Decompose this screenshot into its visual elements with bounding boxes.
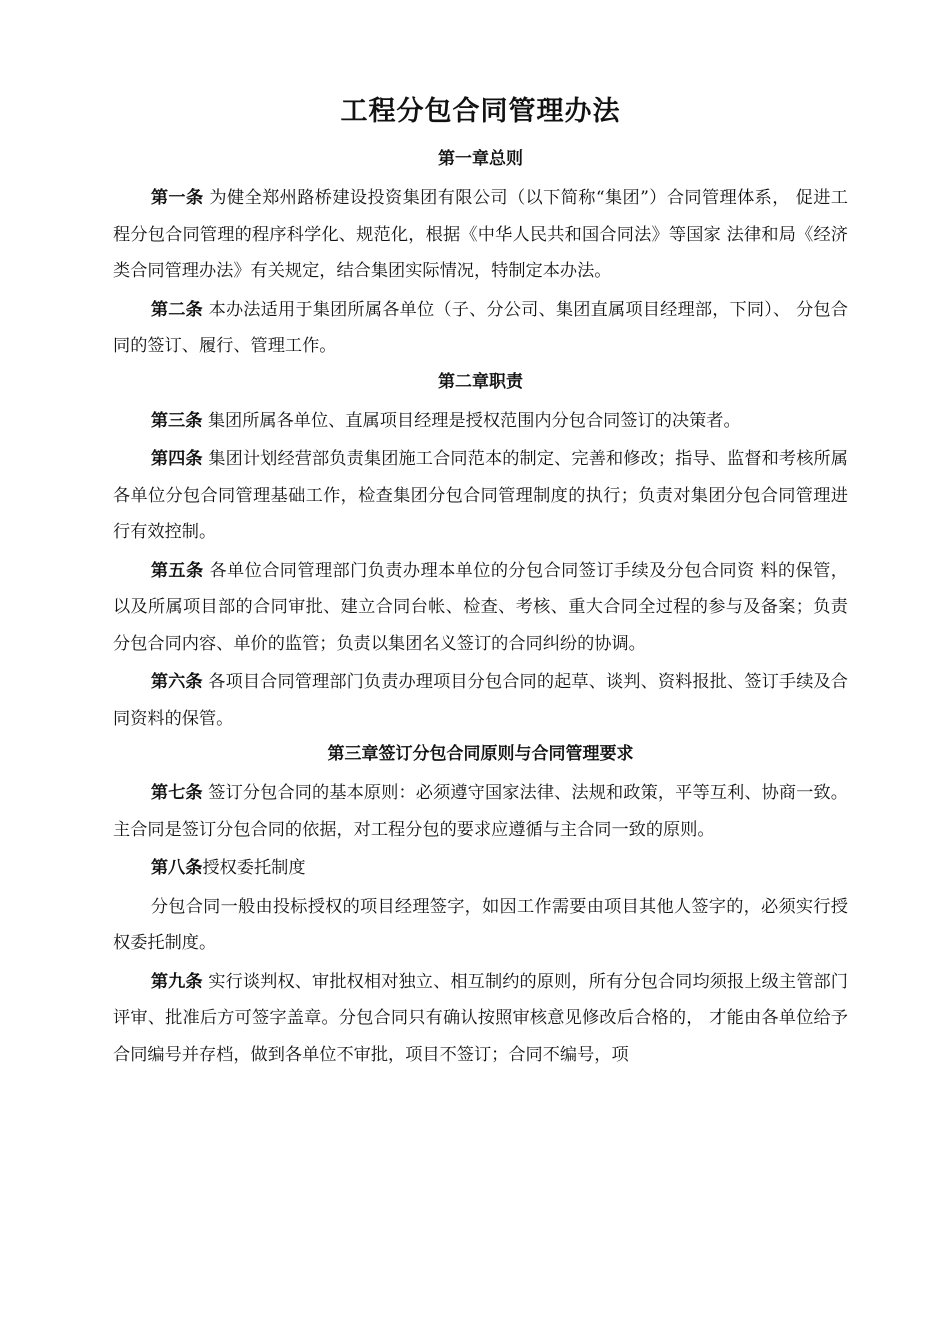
article-label: 第八条 (150, 858, 203, 878)
article-text: 授权委托制度 (202, 858, 306, 878)
article-label: 第五条 (150, 560, 204, 581)
chapter-heading-2: 第二章职责 (438, 371, 523, 392)
article-label: 第二条 (150, 299, 203, 320)
article-text: 集团计划经营部负责集团施工合同范本的制定、完善和修改；指导、监督和考核所属各单位分包合同管理基础工作，检查集团分包合同管理制度的执行；负责对集团分包合同管理进行有效控制。 (113, 449, 848, 542)
article-label: 第六条 (150, 672, 203, 692)
article-label: 第一条 (150, 188, 204, 208)
article-7 (113, 775, 848, 848)
document-title: 工程分包合同管理办法 (340, 96, 621, 127)
article-2 (113, 292, 848, 365)
article-4 (113, 441, 848, 551)
article-5 (113, 553, 848, 663)
article-8-body: 分包合同一般由投标授权的项目经理签字，如因工作需要由项目其他人签字的，必须实行授权委托制度。 (113, 896, 848, 953)
chapter-heading-3: 第三章签订分包合同原则与合同管理要求 (327, 744, 634, 764)
article-text: 实行谈判权、审批权相对独立、相互制约的原则，所有分包合同均须报上级主管部门评审、批准后方可签字盖章。分包合同只有确认按照审核意见修改后合格的， 才能由各单位给予合同编号并存档，做到各单位不审批，项目不签订；合同不编号，项 (113, 971, 848, 1065)
article-text: 为健全郑州路桥建设投资集团有限公司（以下简称“集团”）合同管理体系， 促进工程分包合同管理的程序科学化、规范化，根据《中华人民共和国合同法》等国家 法律和局《经济类合同管理办法》有关规定，结合集团实际情况，特制定本办法。 (113, 188, 848, 281)
article-6 (113, 664, 848, 737)
document-body (113, 92, 848, 1075)
article-text: 集团所属各单位、直属项目经理是授权范围内分包合同签订的决策者。 (202, 410, 741, 431)
article-label: 第九条 (150, 971, 203, 992)
article-label: 第七条 (150, 783, 203, 803)
chapter-heading-1: 第一章总则 (438, 149, 523, 169)
article-text: 各单位合同管理部门负责办理本单位的分包合同签订手续及分包合同资 料的保管，以及所属项目部的合同审批、建立合同台帐、检查、考核、重大合同全过程的参与及备案；负责分包合同内容、单价的监管；负责以集团名义签订的合同纠纷的协调。 (113, 560, 848, 654)
article-text: 签订分包合同的基本原则：必须遵守国家法律、法规和政策，平等互利、协商一致。主合同是签订分包合同的依据，对工程分包的要求应遵循与主合同一致的原则。 (113, 783, 848, 840)
article-9 (113, 964, 848, 1074)
article-label: 第四条 (150, 449, 203, 469)
article-label: 第三条 (150, 410, 203, 431)
article-text: 各项目合同管理部门负责办理项目分包合同的起草、谈判、资料报批、签订手续及合同资料的保管。 (113, 672, 848, 729)
article-1 (113, 180, 848, 290)
article-8 (113, 850, 848, 887)
article-3 (113, 403, 848, 440)
article-text: 本办法适用于集团所属各单位（子、分公司、集团直属项目经理部，下同）、 分包合同的签订、履行、管理工作。 (113, 299, 848, 356)
